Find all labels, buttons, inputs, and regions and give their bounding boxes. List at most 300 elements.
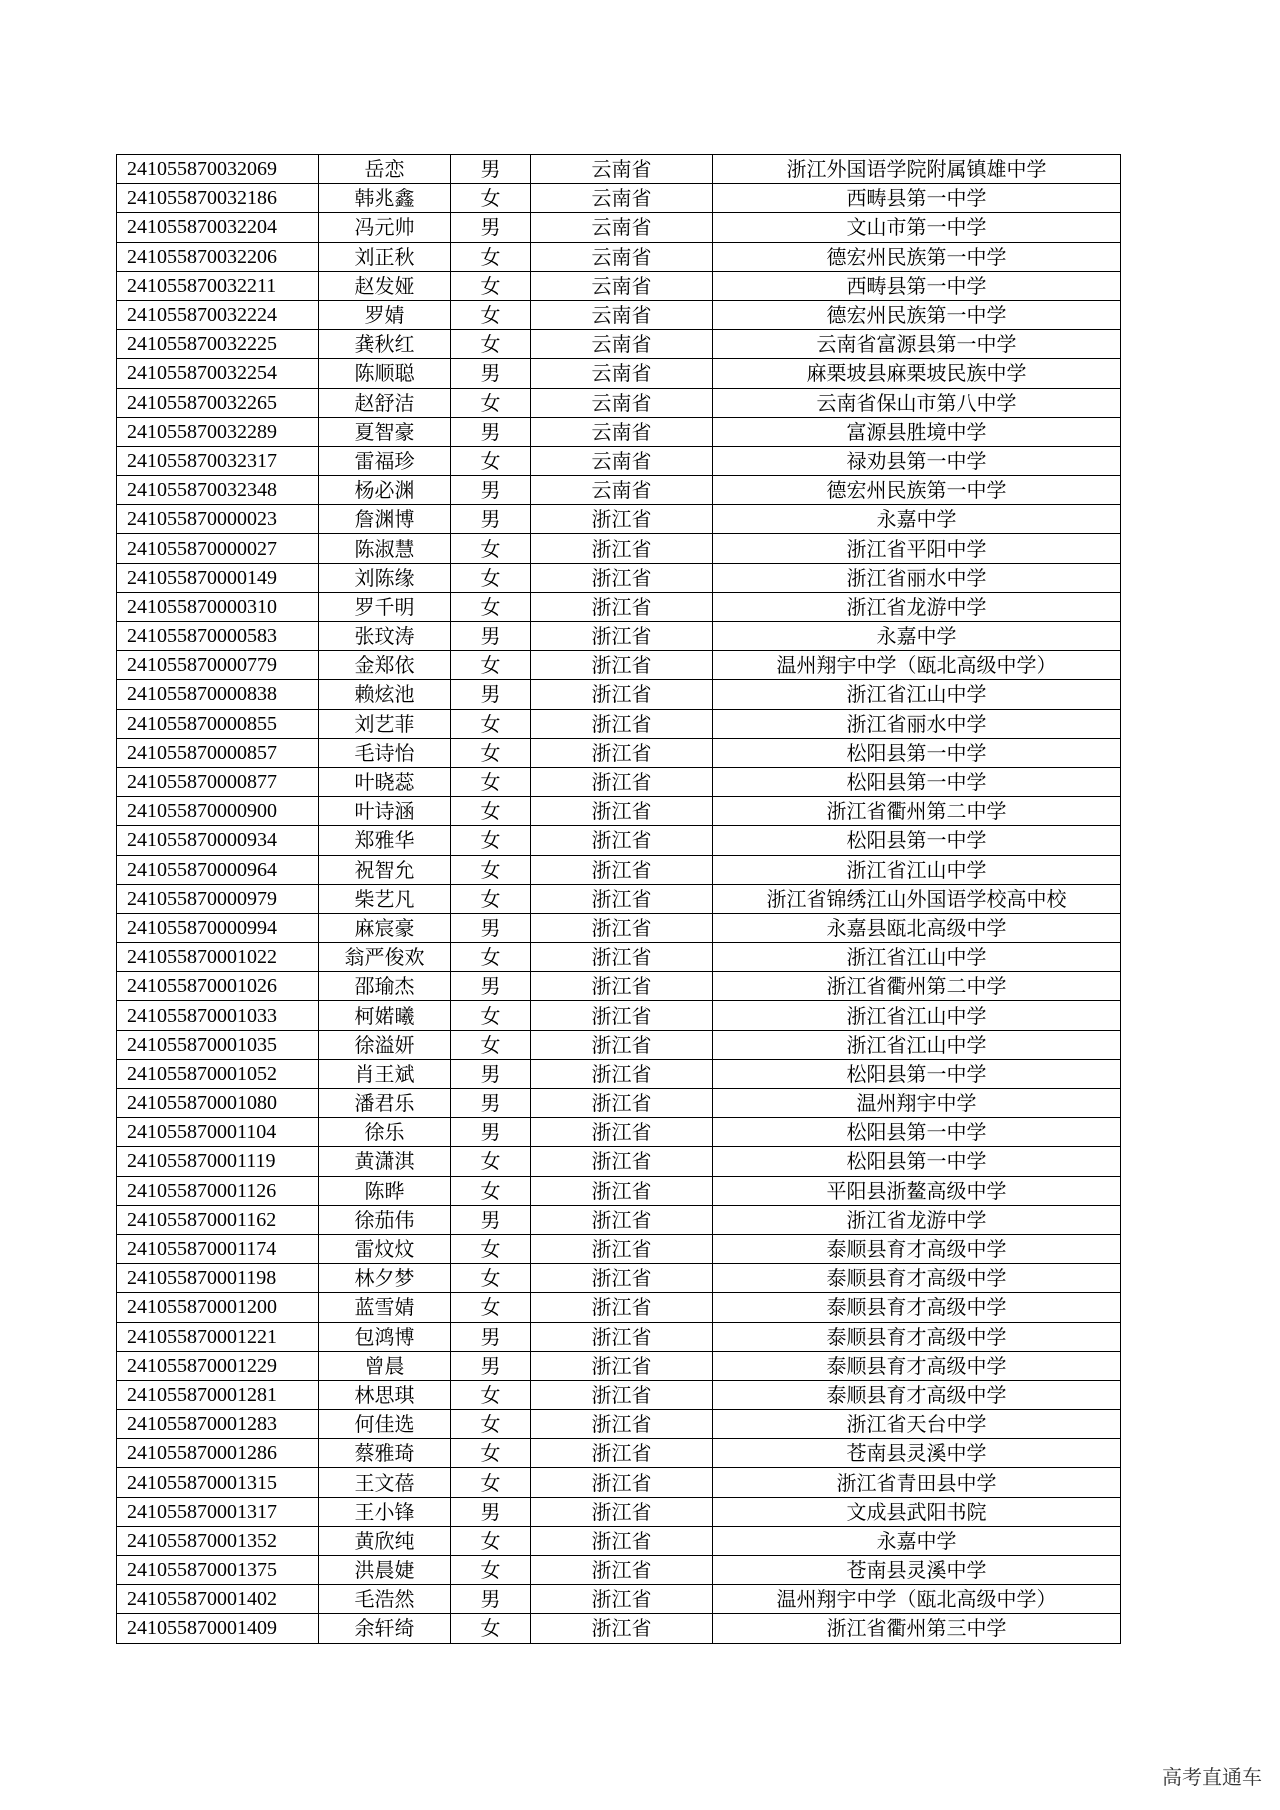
cell-gender: 女 [451,1030,531,1059]
cell-exam-id: 241055870000023 [117,505,319,534]
cell-exam-id: 241055870001033 [117,1001,319,1030]
cell-province: 浙江省 [531,1205,713,1234]
cell-exam-id: 241055870032225 [117,330,319,359]
cell-province: 浙江省 [531,1556,713,1585]
cell-exam-id: 241055870000877 [117,767,319,796]
cell-province: 浙江省 [531,738,713,767]
table-row [117,1118,1121,1147]
cell-province: 浙江省 [531,797,713,826]
cell-exam-id: 241055870000855 [117,709,319,738]
cell-exam-id: 241055870000900 [117,797,319,826]
cell-province: 浙江省 [531,1351,713,1380]
cell-gender: 女 [451,388,531,417]
cell-gender: 男 [451,417,531,446]
cell-gender: 女 [451,1147,531,1176]
cell-province: 云南省 [531,417,713,446]
cell-name: 肖王斌 [319,1059,451,1088]
cell-name: 毛诗怡 [319,738,451,767]
cell-name: 郑雅华 [319,826,451,855]
cell-name: 王小锋 [319,1497,451,1526]
cell-name: 蓝雪婧 [319,1293,451,1322]
cell-name: 蔡雅琦 [319,1439,451,1468]
cell-exam-id: 241055870032204 [117,213,319,242]
cell-school: 浙江省衢州第二中学 [713,972,1121,1001]
cell-school: 浙江省江山中学 [713,1001,1121,1030]
cell-gender: 男 [451,476,531,505]
cell-province: 云南省 [531,213,713,242]
cell-school: 浙江省江山中学 [713,855,1121,884]
cell-school: 苍南县灵溪中学 [713,1556,1121,1585]
cell-school: 浙江外国语学院附属镇雄中学 [713,155,1121,184]
cell-gender: 男 [451,1322,531,1351]
cell-exam-id: 241055870001198 [117,1264,319,1293]
table-row [117,505,1121,534]
cell-province: 浙江省 [531,884,713,913]
cell-school: 德宏州民族第一中学 [713,476,1121,505]
cell-name: 龚秋红 [319,330,451,359]
cell-exam-id: 241055870032211 [117,271,319,300]
cell-school: 浙江省天台中学 [713,1410,1121,1439]
cell-name: 柯婼曦 [319,1001,451,1030]
table-row [117,534,1121,563]
cell-province: 云南省 [531,271,713,300]
table-row [117,330,1121,359]
cell-province: 浙江省 [531,855,713,884]
cell-gender: 女 [451,943,531,972]
cell-province: 浙江省 [531,1468,713,1497]
table-row [117,1322,1121,1351]
table-row [117,943,1121,972]
cell-exam-id: 241055870001200 [117,1293,319,1322]
cell-exam-id: 241055870000934 [117,826,319,855]
cell-province: 云南省 [531,242,713,271]
cell-school: 浙江省江山中学 [713,680,1121,709]
cell-exam-id: 241055870032317 [117,446,319,475]
table-row [117,1176,1121,1205]
cell-gender: 女 [451,855,531,884]
cell-school: 德宏州民族第一中学 [713,242,1121,271]
cell-exam-id: 241055870001104 [117,1118,319,1147]
table-row [117,1351,1121,1380]
cell-gender: 女 [451,184,531,213]
cell-gender: 女 [451,884,531,913]
cell-school: 温州翔宇中学 [713,1089,1121,1118]
cell-exam-id: 241055870001026 [117,972,319,1001]
table-row [117,213,1121,242]
cell-name: 黄潇淇 [319,1147,451,1176]
cell-gender: 男 [451,505,531,534]
cell-name: 赵舒洁 [319,388,451,417]
cell-gender: 男 [451,1089,531,1118]
table-row [117,388,1121,417]
cell-name: 徐乐 [319,1118,451,1147]
cell-school: 松阳县第一中学 [713,738,1121,767]
cell-province: 云南省 [531,184,713,213]
table-row [117,738,1121,767]
cell-name: 徐茄伟 [319,1205,451,1234]
cell-province: 云南省 [531,446,713,475]
cell-province: 浙江省 [531,1234,713,1263]
cell-province: 浙江省 [531,826,713,855]
cell-province: 浙江省 [531,1380,713,1409]
cell-school: 麻栗坡县麻栗坡民族中学 [713,359,1121,388]
cell-gender: 女 [451,738,531,767]
cell-name: 何佳选 [319,1410,451,1439]
table-row [117,1497,1121,1526]
cell-gender: 男 [451,213,531,242]
cell-exam-id: 241055870032186 [117,184,319,213]
cell-province: 浙江省 [531,1614,713,1643]
cell-gender: 女 [451,797,531,826]
cell-school: 云南省富源县第一中学 [713,330,1121,359]
cell-school: 泰顺县育才高级中学 [713,1264,1121,1293]
table-row [117,1059,1121,1088]
cell-province: 浙江省 [531,1497,713,1526]
cell-exam-id: 241055870001080 [117,1089,319,1118]
table-row [117,972,1121,1001]
cell-exam-id: 241055870000994 [117,913,319,942]
table-row [117,446,1121,475]
cell-province: 云南省 [531,388,713,417]
table-row [117,1293,1121,1322]
cell-school: 泰顺县育才高级中学 [713,1322,1121,1351]
table-row [117,563,1121,592]
cell-name: 詹渊博 [319,505,451,534]
table-row [117,826,1121,855]
cell-province: 浙江省 [531,505,713,534]
cell-name: 陈顺聪 [319,359,451,388]
table-row [117,797,1121,826]
cell-gender: 女 [451,1439,531,1468]
cell-exam-id: 241055870001035 [117,1030,319,1059]
cell-name: 柴艺凡 [319,884,451,913]
table-row [117,300,1121,329]
cell-exam-id: 241055870001286 [117,1439,319,1468]
cell-gender: 女 [451,651,531,680]
cell-province: 浙江省 [531,1118,713,1147]
table-row [117,1147,1121,1176]
cell-name: 雷福珍 [319,446,451,475]
cell-gender: 男 [451,913,531,942]
table-row [117,855,1121,884]
cell-exam-id: 241055870000857 [117,738,319,767]
cell-gender: 女 [451,1264,531,1293]
cell-school: 浙江省平阳中学 [713,534,1121,563]
cell-name: 杨必渊 [319,476,451,505]
cell-gender: 女 [451,1614,531,1643]
cell-exam-id: 241055870032254 [117,359,319,388]
cell-name: 赵发娅 [319,271,451,300]
cell-name: 冯元帅 [319,213,451,242]
cell-province: 浙江省 [531,767,713,796]
cell-gender: 女 [451,592,531,621]
cell-province: 浙江省 [531,1410,713,1439]
cell-school: 松阳县第一中学 [713,826,1121,855]
cell-province: 浙江省 [531,709,713,738]
cell-name: 林思琪 [319,1380,451,1409]
cell-gender: 男 [451,1351,531,1380]
cell-school: 平阳县浙鳌高级中学 [713,1176,1121,1205]
cell-exam-id: 241055870001283 [117,1410,319,1439]
cell-school: 云南省保山市第八中学 [713,388,1121,417]
cell-school: 温州翔宇中学（瓯北高级中学） [713,1585,1121,1614]
cell-gender: 男 [451,1497,531,1526]
cell-name: 赖炫池 [319,680,451,709]
cell-name: 夏智豪 [319,417,451,446]
cell-school: 浙江省龙游中学 [713,592,1121,621]
cell-gender: 女 [451,1468,531,1497]
cell-gender: 女 [451,767,531,796]
cell-school: 文成县武阳书院 [713,1497,1121,1526]
cell-school: 永嘉中学 [713,1526,1121,1555]
cell-province: 浙江省 [531,1147,713,1176]
cell-province: 浙江省 [531,534,713,563]
cell-gender: 男 [451,1205,531,1234]
cell-exam-id: 241055870001119 [117,1147,319,1176]
cell-school: 苍南县灵溪中学 [713,1439,1121,1468]
table-row [117,1439,1121,1468]
cell-gender: 男 [451,972,531,1001]
table-row [117,680,1121,709]
table-row [117,1205,1121,1234]
cell-province: 浙江省 [531,1439,713,1468]
cell-gender: 男 [451,1059,531,1088]
cell-province: 云南省 [531,359,713,388]
cell-school: 永嘉中学 [713,622,1121,651]
table-row [117,155,1121,184]
cell-exam-id: 241055870001126 [117,1176,319,1205]
cell-name: 翁严俊欢 [319,943,451,972]
table-row [117,1585,1121,1614]
cell-school: 温州翔宇中学（瓯北高级中学） [713,651,1121,680]
cell-gender: 女 [451,1556,531,1585]
table-row [117,1614,1121,1643]
cell-school: 泰顺县育才高级中学 [713,1351,1121,1380]
cell-exam-id: 241055870001162 [117,1205,319,1234]
cell-province: 浙江省 [531,563,713,592]
table-row [117,242,1121,271]
cell-name: 邵瑜杰 [319,972,451,1001]
cell-exam-id: 241055870001221 [117,1322,319,1351]
cell-school: 富源县胜境中学 [713,417,1121,446]
cell-gender: 女 [451,1526,531,1555]
cell-province: 浙江省 [531,1293,713,1322]
cell-school: 文山市第一中学 [713,213,1121,242]
cell-name: 曾晨 [319,1351,451,1380]
cell-exam-id: 241055870032289 [117,417,319,446]
cell-school: 松阳县第一中学 [713,1059,1121,1088]
cell-school: 西畴县第一中学 [713,184,1121,213]
cell-province: 云南省 [531,155,713,184]
cell-province: 云南省 [531,300,713,329]
cell-gender: 男 [451,1118,531,1147]
table-row [117,1089,1121,1118]
cell-province: 浙江省 [531,680,713,709]
table-row [117,417,1121,446]
cell-gender: 女 [451,242,531,271]
cell-name: 潘君乐 [319,1089,451,1118]
cell-province: 浙江省 [531,1176,713,1205]
cell-name: 祝智允 [319,855,451,884]
cell-gender: 女 [451,1234,531,1263]
cell-school: 西畴县第一中学 [713,271,1121,300]
table-row [117,1264,1121,1293]
cell-exam-id: 241055870001281 [117,1380,319,1409]
cell-gender: 女 [451,1176,531,1205]
table-row [117,622,1121,651]
table-row [117,271,1121,300]
cell-gender: 男 [451,155,531,184]
cell-school: 松阳县第一中学 [713,767,1121,796]
table-row [117,1030,1121,1059]
cell-exam-id: 241055870032069 [117,155,319,184]
cell-province: 浙江省 [531,972,713,1001]
table-row [117,1526,1121,1555]
cell-school: 浙江省丽水中学 [713,709,1121,738]
cell-exam-id: 241055870000779 [117,651,319,680]
cell-name: 余轩绮 [319,1614,451,1643]
table-row [117,1234,1121,1263]
cell-gender: 女 [451,709,531,738]
cell-exam-id: 241055870000979 [117,884,319,913]
cell-school: 松阳县第一中学 [713,1147,1121,1176]
table-row [117,592,1121,621]
cell-name: 徐溢妍 [319,1030,451,1059]
cell-name: 张玟涛 [319,622,451,651]
cell-school: 禄劝县第一中学 [713,446,1121,475]
cell-province: 浙江省 [531,622,713,651]
cell-gender: 女 [451,534,531,563]
cell-exam-id: 241055870001375 [117,1556,319,1585]
cell-name: 叶诗涵 [319,797,451,826]
table-row [117,651,1121,680]
cell-province: 浙江省 [531,1089,713,1118]
cell-exam-id: 241055870032265 [117,388,319,417]
cell-gender: 女 [451,446,531,475]
cell-school: 泰顺县育才高级中学 [713,1380,1121,1409]
cell-gender: 女 [451,300,531,329]
student-roster-table [116,154,1121,1644]
cell-name: 刘正秋 [319,242,451,271]
cell-name: 罗千明 [319,592,451,621]
table-row [117,913,1121,942]
cell-exam-id: 241055870032224 [117,300,319,329]
cell-gender: 男 [451,1585,531,1614]
cell-province: 云南省 [531,476,713,505]
cell-name: 雷炆炆 [319,1234,451,1263]
cell-school: 浙江省江山中学 [713,943,1121,972]
cell-gender: 女 [451,330,531,359]
cell-name: 包鸿博 [319,1322,451,1351]
cell-province: 浙江省 [531,1322,713,1351]
cell-gender: 女 [451,1293,531,1322]
cell-gender: 女 [451,1380,531,1409]
cell-gender: 女 [451,826,531,855]
cell-exam-id: 241055870001352 [117,1526,319,1555]
cell-gender: 女 [451,1410,531,1439]
cell-name: 陈晔 [319,1176,451,1205]
watermark-text: 高考直通车 [1162,1765,1262,1789]
cell-province: 浙江省 [531,913,713,942]
cell-gender: 女 [451,271,531,300]
table-row [117,1468,1121,1497]
cell-name: 林夕梦 [319,1264,451,1293]
cell-school: 永嘉县瓯北高级中学 [713,913,1121,942]
table-row [117,359,1121,388]
table-row [117,1556,1121,1585]
table-row [117,1380,1121,1409]
cell-province: 浙江省 [531,651,713,680]
cell-province: 浙江省 [531,1030,713,1059]
cell-school: 浙江省衢州第二中学 [713,797,1121,826]
cell-school: 永嘉中学 [713,505,1121,534]
cell-name: 叶晓蕊 [319,767,451,796]
cell-name: 陈淑慧 [319,534,451,563]
cell-name: 麻宸豪 [319,913,451,942]
cell-exam-id: 241055870001402 [117,1585,319,1614]
cell-school: 泰顺县育才高级中学 [713,1234,1121,1263]
table-row [117,1001,1121,1030]
cell-exam-id: 241055870001052 [117,1059,319,1088]
cell-exam-id: 241055870000310 [117,592,319,621]
cell-exam-id: 241055870032348 [117,476,319,505]
cell-name: 刘艺菲 [319,709,451,738]
cell-school: 浙江省丽水中学 [713,563,1121,592]
cell-province: 浙江省 [531,1059,713,1088]
cell-exam-id: 241055870001022 [117,943,319,972]
cell-province: 浙江省 [531,592,713,621]
cell-exam-id: 241055870032206 [117,242,319,271]
cell-school: 泰顺县育才高级中学 [713,1293,1121,1322]
cell-school: 浙江省龙游中学 [713,1205,1121,1234]
cell-exam-id: 241055870001315 [117,1468,319,1497]
table-row [117,884,1121,913]
cell-name: 金郑依 [319,651,451,680]
cell-exam-id: 241055870001317 [117,1497,319,1526]
cell-exam-id: 241055870000149 [117,563,319,592]
cell-school: 浙江省江山中学 [713,1030,1121,1059]
cell-school: 浙江省衢州第三中学 [713,1614,1121,1643]
cell-gender: 男 [451,622,531,651]
cell-name: 韩兆鑫 [319,184,451,213]
cell-province: 浙江省 [531,1001,713,1030]
cell-gender: 女 [451,563,531,592]
cell-school: 浙江省锦绣江山外国语学校高中校 [713,884,1121,913]
table-row [117,476,1121,505]
cell-name: 刘陈缘 [319,563,451,592]
cell-name: 岳恋 [319,155,451,184]
cell-name: 王文蓓 [319,1468,451,1497]
cell-gender: 男 [451,359,531,388]
table-row [117,767,1121,796]
cell-province: 浙江省 [531,1585,713,1614]
cell-exam-id: 241055870000027 [117,534,319,563]
cell-name: 罗婧 [319,300,451,329]
cell-exam-id: 241055870000583 [117,622,319,651]
table-row [117,184,1121,213]
cell-exam-id: 241055870001174 [117,1234,319,1263]
table-row [117,1410,1121,1439]
cell-exam-id: 241055870001409 [117,1614,319,1643]
cell-gender: 女 [451,1001,531,1030]
roster-body [117,155,1121,1644]
cell-exam-id: 241055870000838 [117,680,319,709]
cell-exam-id: 241055870001229 [117,1351,319,1380]
cell-province: 云南省 [531,330,713,359]
cell-province: 浙江省 [531,1526,713,1555]
table-row [117,709,1121,738]
cell-province: 浙江省 [531,943,713,972]
